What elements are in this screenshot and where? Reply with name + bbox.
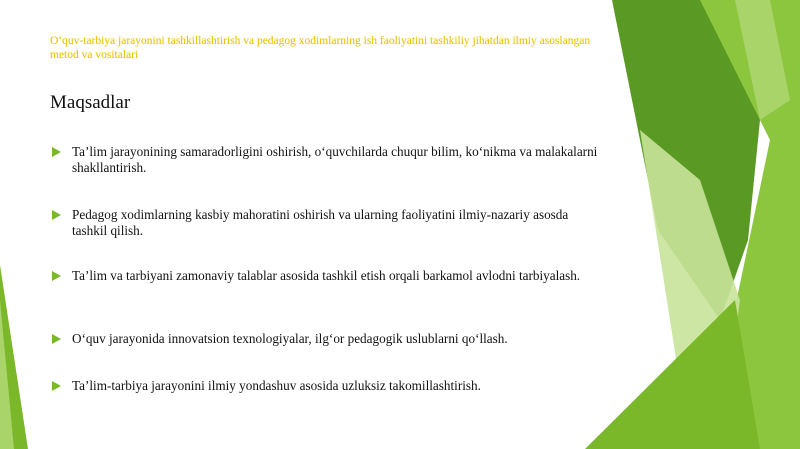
slide-title: O‘quv-tarbiya jarayonini tashkillashtirish va pedagog xodimlarning ish faoliyatini tashkiliy jihatdan ilmiy asoslangan metod va vositalari [50,35,591,61]
bullet-text: Ta’lim jarayonining samaradorligini oshirish, o‘quvchilarda chuqur bilim, ko‘nikma va malakalarni shakllantirish. [72,144,598,175]
bullet-text: Pedagog xodimlarning kasbiy mahoratini oshirish va ularning faoliyatini ilmiy-nazariy asosda tashkil qilish. [72,207,569,238]
bullet-text: Ta’lim-tarbiya jarayonini ilmiy yondashuv asosida uzluksiz takomillashtirish. [72,378,481,393]
section-heading: Maqsadlar [50,92,131,113]
triangle-bullet-icon [52,381,61,391]
triangle-bullet-icon [52,210,61,220]
triangle-bullet-icon [52,271,61,281]
triangle-bullet-icon [52,334,61,344]
bullet-text: O‘quv jarayonida innovatsion texnologiyalar, ilg‘or pedagogik uslublarni qo‘llash. [72,331,508,346]
bullet-text: Ta’lim va tarbiyani zamonaviy talablar asosida tashkil etish orqali barkamol avlodni tarbiyalash. [72,268,581,283]
triangle-bullet-icon [52,147,61,157]
